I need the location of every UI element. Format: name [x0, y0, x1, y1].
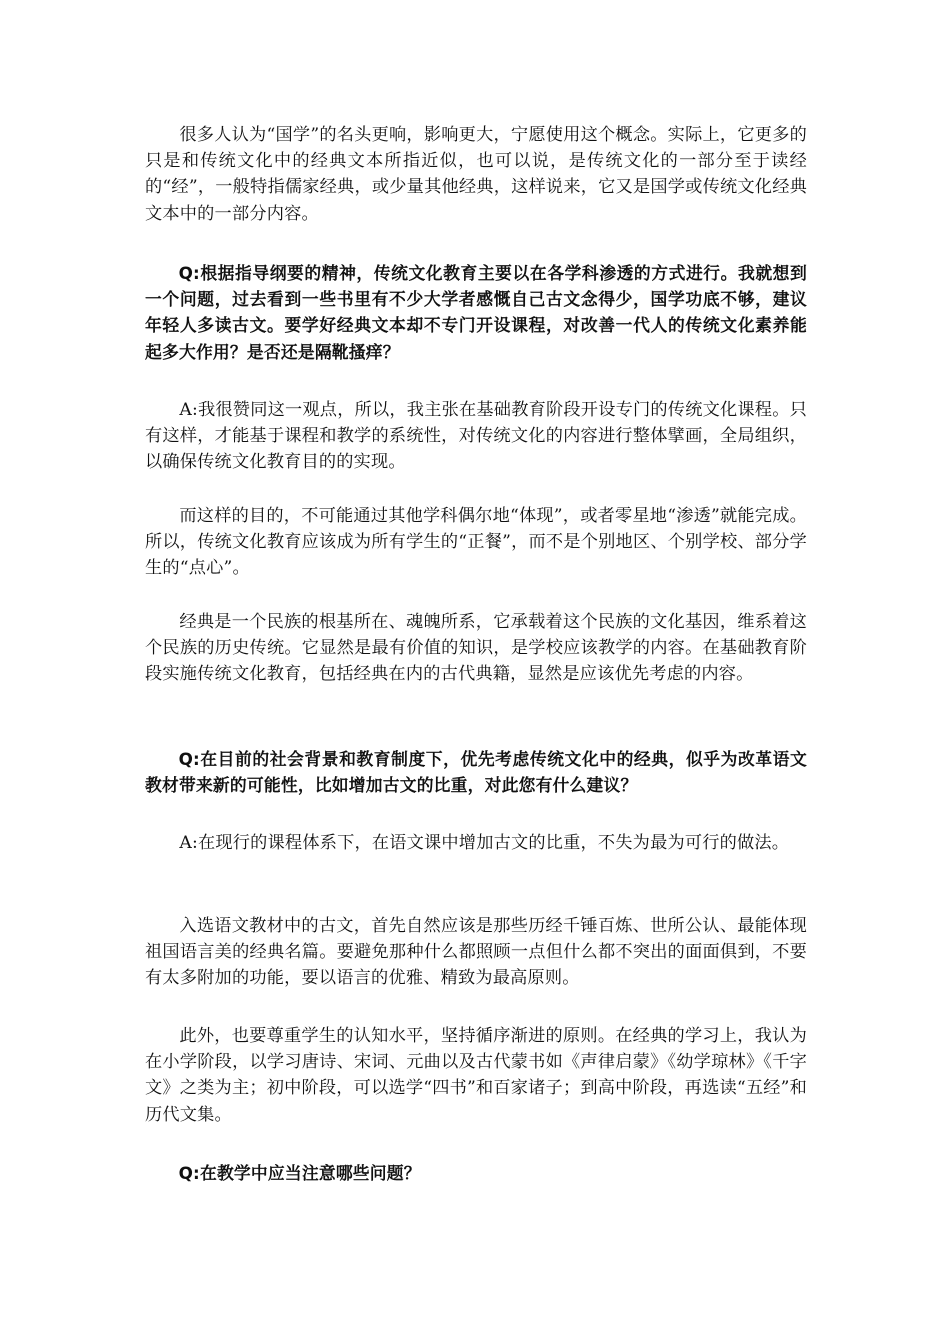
question-textbook-reform: Q:在目前的社会背景和教育制度下，优先考虑传统文化中的经典，似乎为改革语文教材带来新的可能性，比如增加古文的比重，对此您有什么建议？: [145, 749, 807, 796]
paragraph-guoxue-concept: 很多人认为“国学”的名头更响，影响更大，宁愿使用这个概念。实际上，它更多的只是和传统文化中的经典文本所指近似，也可以说，是传统文化的一部分至于读经的“经”，一般特指儒家经典，或少量其他经典，这样说来，它又是国学或传统文化经典文本中的一部分内容。: [145, 125, 807, 224]
answer-dedicated-course: A:我很赞同这一观点，所以，我主张在基础教育阶段开设专门的传统文化课程。只有这样，才能基于课程和教学的系统性，对传统文化的内容进行整体擘画，全局组织，以确保传统文化教育目的的实现。: [145, 400, 807, 473]
question-teaching-issues: Q:在教学中应当注意哪些问题？: [178, 1163, 421, 1183]
answer-classical-proportion: A:在现行的课程体系下，在语文课中增加古文的比重，不失为最为可行的做法。: [179, 833, 790, 853]
paragraph-classics-roots: 经典是一个民族的根基所在、魂魄所系，它承载着这个民族的文化基因，维系着这个民族的历史传统。它显然是最有价值的知识，是学校应该教学的内容。在基础教育阶段实施传统文化教育，包括经典在内的古代典籍，显然是应该优先考虑的内容。: [145, 612, 807, 685]
paragraph-main-course: 而这样的目的，不可能通过其他学科偶尔地“体现”，或者零星地“渗透”就能完成。所以，传统文化教育应该成为所有学生的“正餐”，而不是个别地区、个别学校、部分学生的“点心”。: [145, 506, 807, 579]
paragraph-selection-criteria: 入选语文教材中的古文，首先自然应该是那些历经千锤百炼、世所公认、最能体现祖国语言美的经典名篇。要避免那种什么都照顾一点但什么都不突出的面面俱到，不要有太多附加的功能，要以语言的优雅、精致为最高原则。: [145, 916, 807, 989]
paragraph-progression: 此外，也要尊重学生的认知水平，坚持循序渐进的原则。在经典的学习上，我认为在小学阶段，以学习唐诗、宋词、元曲以及古代蒙书如《声律启蒙》《幼学琼林》《千字文》之类为主；初中阶段，可以选学“四书”和百家诸子；到高中阶段，再选读“五经”和历代文集。: [145, 1026, 807, 1125]
question-curriculum: Q:根据指导纲要的精神，传统文化教育主要以在各学科渗透的方式进行。我就想到一个问题，过去看到一些书里有不少大学者感慨自己古文念得少，国学功底不够，建议年轻人多读古文。要学好经典文本却不专门开设课程，对改善一代人的传统文化素养能起多大作用？是否还是隔靴搔痒？: [145, 263, 807, 362]
